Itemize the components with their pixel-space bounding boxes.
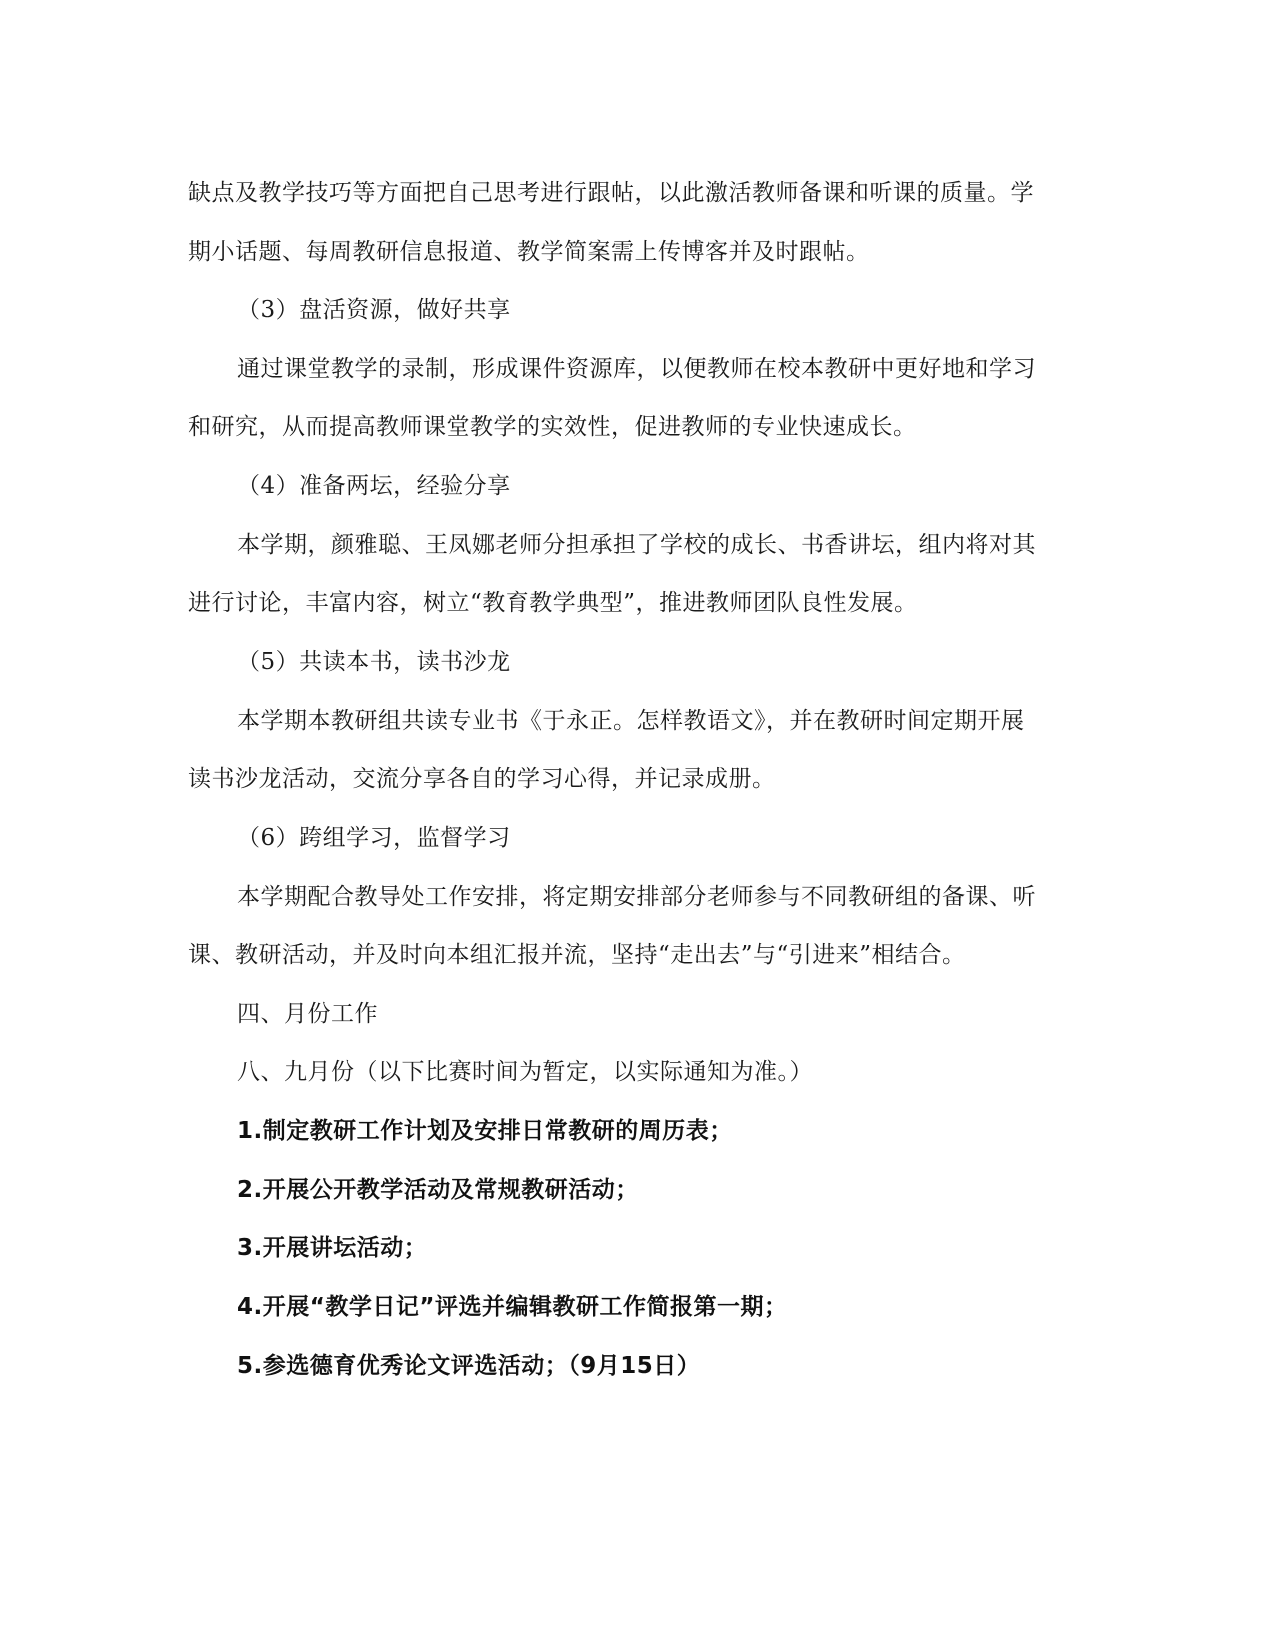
body-text-line: 期小话题、每周教研信息报道、教学简案需上传博客并及时跟帖。	[188, 239, 870, 265]
list-item: 3.开展讲坛活动；	[237, 1235, 428, 1261]
section-heading: （5）共读本书，读书沙龙	[237, 649, 511, 675]
body-text-line: 课、教研活动，并及时向本组汇报并流，坚持“走出去”与“引进来”相结合。	[188, 942, 966, 968]
list-item: 1.制定教研工作计划及安排日常教研的周历表；	[237, 1118, 733, 1144]
body-text-line: 本学期本教研组共读专业书《于永正。怎样教语文》，并在教研时间定期开展	[237, 708, 1025, 734]
body-text-line: 通过课堂教学的录制，形成课件资源库，以便教师在校本教研中更好地和学习	[237, 356, 1036, 382]
body-text-line: 读书沙龙活动，交流分享各自的学习心得，并记录成册。	[188, 766, 776, 792]
body-text-line: 本学期配合教导处工作安排，将定期安排部分老师参与不同教研组的备课、听	[237, 884, 1036, 910]
list-item: 2.开展公开教学活动及常规教研活动；	[237, 1177, 639, 1203]
section-heading: 四、月份工作	[237, 1001, 378, 1027]
section-heading: （4）准备两坛，经验分享	[237, 473, 511, 499]
section-heading: （6）跨组学习，监督学习	[237, 825, 511, 851]
body-text-line: 缺点及教学技巧等方面把自己思考进行跟帖，以此激活教师备课和听课的质量。学	[188, 180, 1034, 206]
list-item: 5.参选德育优秀论文评选活动；（9月15日）	[237, 1353, 701, 1379]
body-text-line: 进行讨论，丰富内容，树立“教育教学典型”，推进教师团队良性发展。	[188, 590, 918, 616]
section-heading: （3）盘活资源，做好共享	[237, 297, 511, 323]
body-text-line: 本学期，颜雅聪、王凤娜老师分担承担了学校的成长、书香讲坛，组内将对其	[237, 532, 1036, 558]
body-text-line: 和研究，从而提高教师课堂教学的实效性，促进教师的专业快速成长。	[188, 414, 917, 440]
list-item: 4.开展“教学日记”评选并编辑教研工作简报第一期；	[237, 1294, 788, 1320]
body-text-line: 八、九月份（以下比赛时间为暂定，以实际通知为准。）	[237, 1059, 813, 1085]
